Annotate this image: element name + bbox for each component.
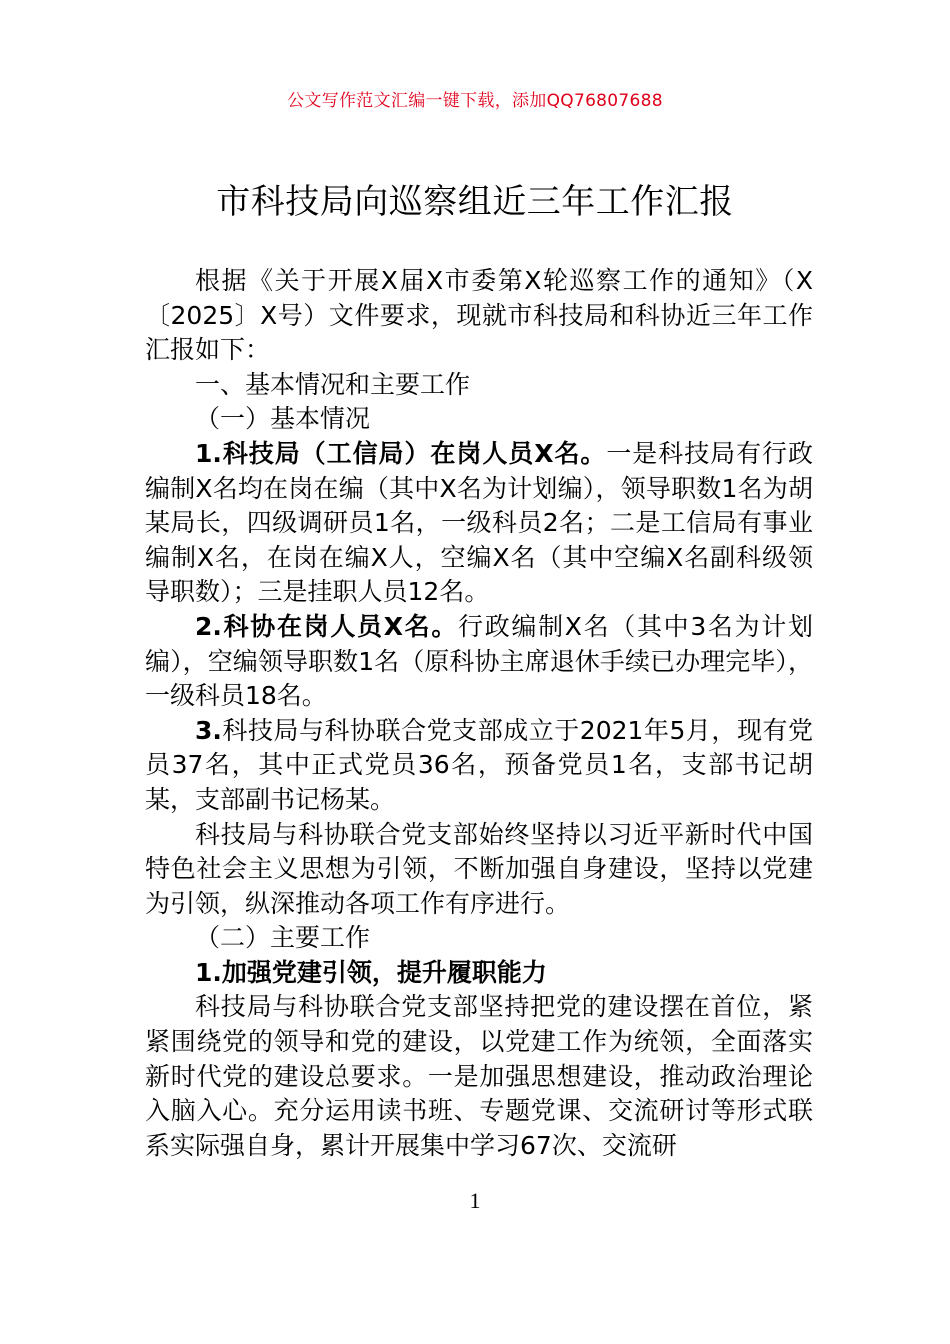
page-number: 1 <box>469 1188 481 1213</box>
document-body <box>145 264 813 1163</box>
item1-text: 一是科技局有行政编制X名均在岗在编（其中X名为计划编），领导职数1名为胡某局长，四级调研员1名，一级科员2名；二是工信局有事业编制X名，在岗在编X人，空编X名（其中空编X名副科级领导职数）；三是挂职人员12名。 <box>145 438 813 607</box>
item1-lead: 1.科技局（工信局）在岗人员X名。 <box>195 438 607 468</box>
item3-paragraph <box>145 714 813 818</box>
item2-text: 行政编制X名（其中3名为计划编），空编领导职数1名（原科协主席退休手续已办理完毕），一级科员18名。 <box>145 611 813 711</box>
intro-paragraph: 根据《关于开展X届X市委第X轮巡察工作的通知》（X〔2025〕X号）文件要求，现就市科技局和科协近三年工作汇报如下： <box>145 266 813 365</box>
subsection1-heading: （一）基本情况 <box>195 404 371 434</box>
item1-paragraph <box>145 437 813 610</box>
download-promo-note: 公文写作范文汇编一键下载，添加QQ76807688 <box>287 91 663 111</box>
document-title: 市科技局向巡察组近三年工作汇报 <box>216 182 734 222</box>
section1-heading: 一、基本情况和主要工作 <box>195 369 471 399</box>
item3-text: 科技局与科协联合党支部成立于2021年5月，现有党员37名，其中正式党员36名，预备党员1名，支部书记胡某，支部副书记杨某。 <box>145 715 813 814</box>
work1-paragraph: 科技局与科协联合党支部坚持把党的建设摆在首位，紧紧围绕党的领导和党的建设，以党建工作为统领，全面落实新时代党的建设总要求。一是加强思想建设，推动政治理论入脑入心。充分运用读书班、专题党课、交流研讨等形式联系实际强自身，累计开展集中学习67次、交流研 <box>145 992 813 1160</box>
work1-heading: 1.加强党建引领，提升履职能力 <box>195 957 547 987</box>
item3-lead: 3. <box>195 715 222 745</box>
subsection2-heading: （二）主要工作 <box>195 923 371 953</box>
party-branch-paragraph: 科技局与科协联合党支部始终坚持以习近平新时代中国特色社会主义思想为引领，不断加强自身建设，坚持以党建为引领，纵深推动各项工作有序进行。 <box>145 819 813 918</box>
item2-paragraph <box>145 610 813 714</box>
item2-lead: 2.科协在岗人员X名。 <box>195 611 459 641</box>
